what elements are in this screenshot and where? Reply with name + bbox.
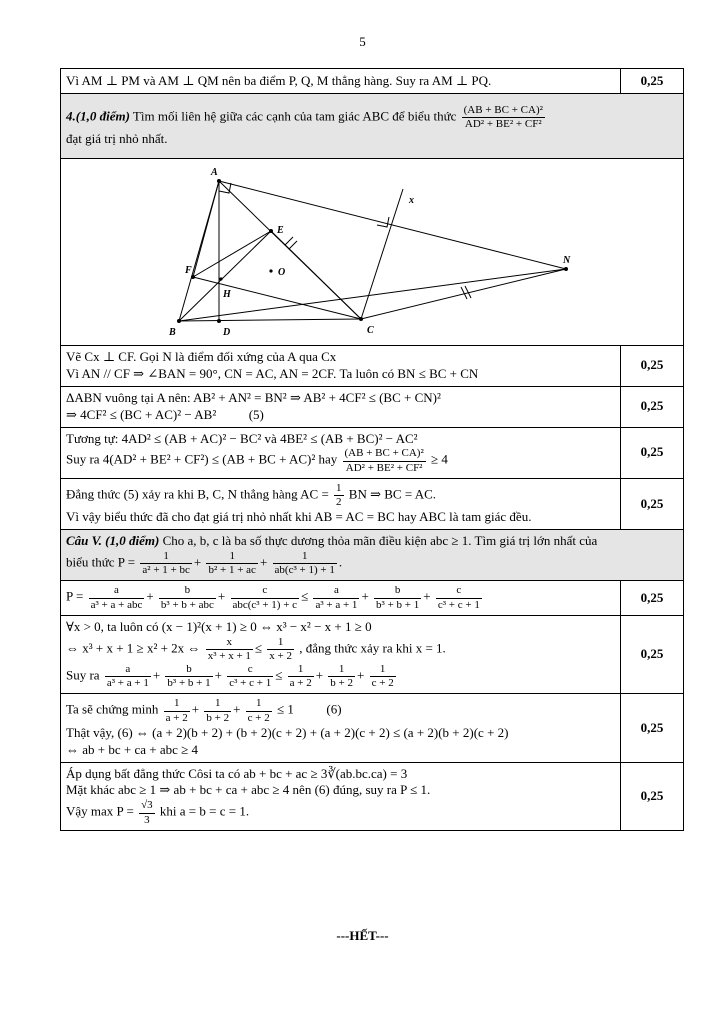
row-line: ΔABN vuông tại A nên: AB² + AN² = BN² ⇒ AB² + 4CF² ≤ (BC + CN)² (66, 389, 441, 405)
question-5-row (61, 530, 684, 581)
table-row (61, 478, 684, 529)
fraction-numerator: b (159, 584, 216, 598)
expression-fraction (462, 104, 545, 131)
row-line: Thật vậy, (6) ⇔ (a + 2)(b + 2) + (b + 2)(c + 2) + (a + 2)(c + 2) ≤ (a + 2)(b + 2)(c + 2) (66, 724, 509, 740)
fraction-denominator: 2 (336, 496, 342, 509)
label-e: E (277, 225, 284, 236)
geometry-figure (61, 159, 683, 345)
point-n (564, 267, 568, 271)
question-text: Cho a, b, c là ba số thực dương thỏa mãn điều kiện abc ≥ 1. Tìm giá trị lớn nhất của (162, 533, 598, 549)
segment-bn (179, 269, 566, 321)
row-text: ≥ 4 (431, 452, 448, 468)
fraction-numerator: 1 (370, 663, 396, 677)
point-d (217, 319, 221, 323)
row-text: BN ⇒ BC = AC. (348, 486, 436, 502)
segment-af (193, 181, 219, 277)
table-row (61, 762, 684, 830)
fraction-numerator: 1 (246, 697, 272, 711)
fraction (139, 799, 155, 826)
row-line: Vì vậy biểu thức đã cho đạt giá trị nhỏ nhất khi AB = AC = BC hay ABC là tam giác đều. (66, 509, 532, 525)
row-line (66, 447, 615, 474)
label-h: H (223, 289, 231, 300)
row-text: Vậy max P = (66, 803, 134, 819)
score-cell: 0,25 (621, 694, 684, 762)
score-cell: 0,25 (621, 69, 684, 94)
fraction (288, 663, 314, 690)
row-line: ⇔ ab + bc + ca + abc ≥ 4 (66, 741, 198, 757)
row-line: Ta sẽ chứng minh $\frac{1}{a + 2}$ + $\frac{1}{b + 2}$ + $\frac{1}{c + 2}$ ≤ 1 (6) (66, 697, 342, 724)
fraction (227, 663, 273, 690)
fraction-denominator: b³ + b + 1 (167, 677, 211, 690)
fraction (246, 697, 272, 724)
fraction-denominator: x + 2 (269, 649, 293, 662)
row-text: Suy ra 4(AD² + BE² + CF²) ≤ (AB + BC + AC)² hay (66, 452, 338, 468)
fraction-denominator: AD² + BE² + CF² (345, 461, 423, 474)
fraction-numerator: b (165, 663, 212, 677)
score-cell: 0,25 (621, 762, 684, 830)
point-c (359, 317, 363, 321)
point-b (177, 319, 181, 323)
equal-mark-2 (289, 241, 297, 249)
segment-an (219, 181, 566, 269)
fraction (273, 550, 337, 577)
line-cx (361, 189, 403, 319)
score-cell: 0,25 (621, 386, 684, 427)
fraction (140, 550, 191, 577)
row-text: khi a = b = c = 1. (159, 803, 250, 819)
question-text-2: đạt giá trị nhỏ nhất. (66, 131, 168, 147)
fraction-denominator: ab(c³ + 1) + 1 (274, 564, 335, 577)
table-row (61, 386, 684, 427)
solution-table (60, 68, 684, 831)
geometry-diagram (61, 159, 683, 345)
fraction (164, 697, 190, 724)
point-o (269, 269, 272, 272)
row-line (66, 533, 678, 550)
score-cell: 0,25 (621, 615, 684, 694)
question-text: Tìm mối liên hệ giữa các cạnh của tam giác ABC để biểu thức (132, 108, 457, 124)
question-4-row (61, 94, 684, 159)
label-n: N (563, 255, 571, 266)
label-b: B (169, 327, 176, 338)
fraction-denominator: a³ + a + 1 (106, 677, 149, 690)
fraction-numerator: x (206, 636, 253, 650)
fraction-denominator: c³ + c + 1 (229, 677, 272, 690)
fraction-denominator: b³ + b + 1 (376, 598, 420, 611)
fraction (159, 584, 216, 611)
fraction-numerator: 1 (204, 697, 231, 711)
figure-row (61, 159, 684, 346)
fraction (267, 636, 294, 663)
row-text: P = (66, 589, 84, 605)
table-row (61, 427, 684, 478)
fraction-numerator: c (436, 584, 482, 598)
row-text: Ta sẽ chứng minh (66, 702, 159, 718)
fraction-numerator: a (89, 584, 145, 598)
fraction-numerator: 1 (267, 636, 294, 650)
fraction-numerator: (AB + BC + CA)² (462, 104, 545, 118)
fraction-numerator: c (227, 663, 273, 677)
fraction (165, 663, 212, 690)
row-line: Suy ra $\frac{a}{\text{a³ + a + 1}}$ + $\frac{b}{\text{b³ + b + 1}}$ + $\frac{c}{\text{c³ + c + 1}}$ ≤ $\frac{1}{a + 2}$ + $\frac{1}{b + 2}$ + $\frac{1}{c + 2}$ (66, 663, 394, 690)
row-text: ≤ 1 (6) (277, 702, 342, 718)
row-text: , đẳng thức xảy ra khi x = 1. (299, 640, 446, 656)
fraction-numerator: 1 (164, 697, 190, 711)
fraction (370, 663, 396, 690)
fraction-denominator: b + 2 (206, 711, 230, 724)
fraction-denominator: a³ + a + abc (90, 598, 143, 611)
fraction-denominator: b² + 1 + ac (208, 564, 256, 577)
row-text: Suy ra (66, 667, 100, 683)
fraction (231, 584, 300, 611)
row-line (66, 799, 615, 826)
segment-cf (193, 277, 361, 319)
segment-cn (361, 269, 566, 319)
fraction-denominator: a + 2 (165, 711, 188, 724)
fraction (436, 584, 482, 611)
equal-mark-1 (285, 237, 293, 245)
fraction (204, 697, 231, 724)
row-line: Tương tự: 4AD² ≤ (AB + AC)² − BC² và 4BE² ≤ (AB + BC)² − AC² (66, 430, 418, 446)
fraction-denominator: b + 2 (330, 677, 354, 690)
fraction-denominator: abc(c³ + 1) + c (232, 598, 298, 611)
fraction-denominator: a + 2 (289, 677, 312, 690)
fraction-numerator: √3 (139, 799, 155, 813)
fraction-numerator: 1 (206, 550, 257, 564)
fraction-denominator: 3 (144, 813, 150, 826)
table-row (61, 694, 684, 762)
fraction-numerator: b (374, 584, 421, 598)
fraction-denominator: AD² + BE² + CF² (464, 118, 542, 131)
fraction-denominator: c + 2 (371, 677, 394, 690)
label-f: F (185, 265, 192, 276)
table-row: P = $\frac{a}{\text{a³ + a + abc}}$ + $\frac{b}{\text{b³ + b + abc}}$ + $\frac{c}{\text{abc(c³ + 1) + c}}$ ≤ $\frac{a}{\text{a³ + a + 1}}$ + $\frac{b}{\text{b³ + b + 1}}$ + $\frac{c}{\text{c³ + c + 1}}$ 0,25 (61, 581, 684, 615)
right-angle-a (219, 183, 231, 193)
label-a: A (211, 167, 218, 178)
page-number: 5 (359, 34, 366, 49)
row-line: Vẽ Cx ⊥ CF. Gọi N là điểm đối xứng của A qua Cx (66, 349, 337, 364)
row-text: Vì AM ⊥ PM và AM ⊥ QM nên ba điểm P, Q, M thẳng hàng. Suy ra AM ⊥ PQ. (61, 69, 621, 94)
row-text: ⇔ x³ + x + 1 ≥ x² + 2x ⇔ (66, 640, 201, 656)
score-cell: 0,25 (621, 478, 684, 529)
fraction-numerator: a (105, 663, 151, 677)
label-o: O (278, 267, 286, 278)
point-h (219, 277, 222, 280)
fraction-numerator: c (231, 584, 300, 598)
fraction-numerator: a (313, 584, 359, 598)
row-line: Mặt khác abc ≥ 1 ⇒ ab + bc + ca + abc ≥ 4 nên (6) đúng, suy ra P ≤ 1. (66, 782, 431, 798)
fraction-numerator: 1 (334, 482, 344, 496)
row-line: biểu thức P = $\frac{1}{\text{a² + 1 + bc}}$ + $\frac{1}{\text{b² + 1 + ac}}$ + $\frac{1}{\text{ab(c³ + 1) + 1}}$ . (66, 549, 343, 577)
segment-fe (193, 231, 271, 277)
fraction-numerator: 1 (288, 663, 314, 677)
label-d: D (223, 327, 231, 338)
row-line (66, 482, 615, 509)
end-marker: ---HẾT--- (336, 928, 389, 943)
score-cell: 0,25 (621, 427, 684, 478)
score-cell: 0,25 (621, 581, 684, 615)
fraction-numerator: 1 (140, 550, 191, 564)
fraction (206, 550, 257, 577)
question-label: Câu V. (1,0 điểm) (66, 533, 160, 549)
label-c: C (367, 325, 374, 336)
row-line: ⇔ x³ + x + 1 ≥ x² + 2x ⇔ $\frac{x}{\text{x³ + x + 1}}$ ≤ $\frac{1}{x + 2}$ , đẳng thức xảy ra khi x = 1. (66, 635, 446, 662)
row-text: Đẳng thức (5) xảy ra khi B, C, N thẳng hàng AC = (66, 486, 329, 502)
row-line: Áp dụng bất đẳng thức Côsi ta có ab + bc + ac ≥ 3∛(ab.bc.ca) = 3 (66, 765, 408, 781)
fraction (328, 663, 355, 690)
fraction (313, 584, 359, 611)
fraction (89, 584, 145, 611)
row-line: ⇒ 4CF² ≤ (BC + AC)² − AB² (5) (66, 406, 264, 422)
fraction-denominator: c³ + c + 1 (437, 598, 480, 611)
fraction-denominator: x³ + x + 1 (207, 649, 251, 662)
fraction (343, 447, 426, 474)
score-cell: 0,25 (621, 346, 684, 387)
fraction (374, 584, 421, 611)
fraction-denominator: c + 2 (247, 711, 270, 724)
table-row (61, 346, 684, 387)
fraction-numerator: (AB + BC + CA)² (343, 447, 426, 461)
fraction-denominator: a² + 1 + bc (142, 564, 190, 577)
row-line: Vì AN // CF ⇒ ∠BAN = 90°, CN = AC, AN = 2CF. Ta luôn có BN ≤ BC + CN (66, 365, 479, 381)
fraction (206, 636, 253, 663)
question-label: 4.(1,0 điểm) (66, 108, 130, 124)
fraction (105, 663, 151, 690)
question-text-2: biểu thức P = (66, 554, 136, 570)
fraction-denominator: b³ + b + abc (160, 598, 214, 611)
point-e (269, 229, 273, 233)
label-x: x (409, 195, 414, 206)
fraction-numerator: 1 (328, 663, 355, 677)
fraction (334, 482, 344, 509)
row-line: ∀x > 0, ta luôn có (x − 1)²(x + 1) ≥ 0 ⇔ x³ − x² − x + 1 ≥ 0 (66, 618, 372, 634)
table-row (61, 615, 684, 694)
point-a (217, 179, 221, 183)
fraction-numerator: 1 (273, 550, 337, 564)
segment-bc (179, 319, 361, 321)
fraction-denominator: a³ + a + 1 (315, 598, 358, 611)
table-row (61, 69, 684, 94)
